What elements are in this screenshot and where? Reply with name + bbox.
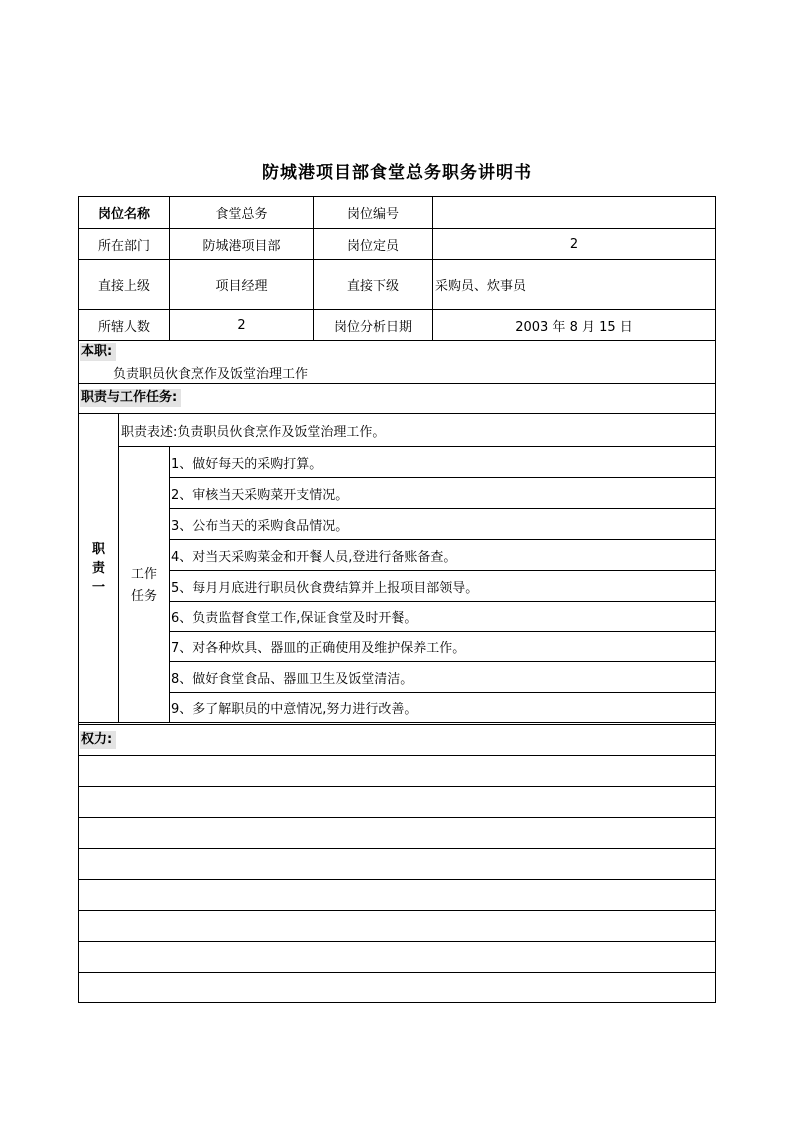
value-position-code	[433, 197, 715, 228]
label-position-code: 岗位编号	[346, 207, 399, 222]
task-item: 2、审核当天采购菜开支情况。	[171, 487, 349, 503]
label-analysis-date: 岗位分析日期	[333, 319, 412, 335]
task-item: 9、多了解职员的中意情况,努力进行改善。	[171, 702, 418, 717]
label-department: 所在部门	[97, 238, 150, 254]
value-position-name: 食堂总务	[215, 207, 268, 222]
task-item: 7、对各种炊具、器皿的正确使用及维护保养工作。	[171, 641, 466, 656]
value-analysis-date: 2003 年 8 月 15 日	[515, 319, 633, 335]
document-title: 防城港项目部食堂总务职务讲明书	[262, 163, 532, 183]
value-superior: 项目经理	[215, 279, 268, 294]
value-headcount: 2	[569, 236, 579, 252]
task-item: 1、做好每天的采购打算。	[171, 456, 323, 472]
task-label: 工作 任务	[130, 567, 157, 604]
label-staff-count: 所辖人数	[97, 319, 150, 335]
label-headcount: 岗位定员	[346, 238, 399, 254]
value-department: 防城港项目部	[202, 238, 281, 254]
label-subordinate: 直接下级	[346, 279, 399, 294]
task-item: 6、负责监督食堂工作,保证食堂及时开餐。	[171, 611, 418, 626]
task-item: 8、做好食堂食品、器皿卫生及饭堂清洁。	[171, 671, 414, 687]
task-item: 5、每月月底进行职员伙食费结算并上报项目部领导。	[171, 580, 479, 596]
label-superior: 直接上级	[97, 279, 150, 294]
duty-group-label: 职 责 一	[91, 542, 105, 595]
section-benzhi-label: 本职:	[80, 343, 116, 361]
section-rights-label: 权力:	[80, 731, 116, 749]
label-position-name: 岗位名称	[97, 207, 150, 222]
value-subordinate: 采购员、炊事员	[435, 279, 527, 294]
benzhi-text: 负责职员伙食烹作及饭堂治理工作	[113, 366, 309, 382]
task-item: 4、对当天采购菜金和开餐人员,登进行备账备查。	[171, 549, 457, 565]
section-duties-label: 职责与工作任务:	[80, 389, 181, 407]
value-staff-count: 2	[237, 317, 246, 333]
duty-statement: 职责表述:负责职员伙食烹作及饭堂治理工作。	[121, 424, 386, 440]
task-item: 3、公布当天的采购食品情况。	[171, 518, 349, 534]
